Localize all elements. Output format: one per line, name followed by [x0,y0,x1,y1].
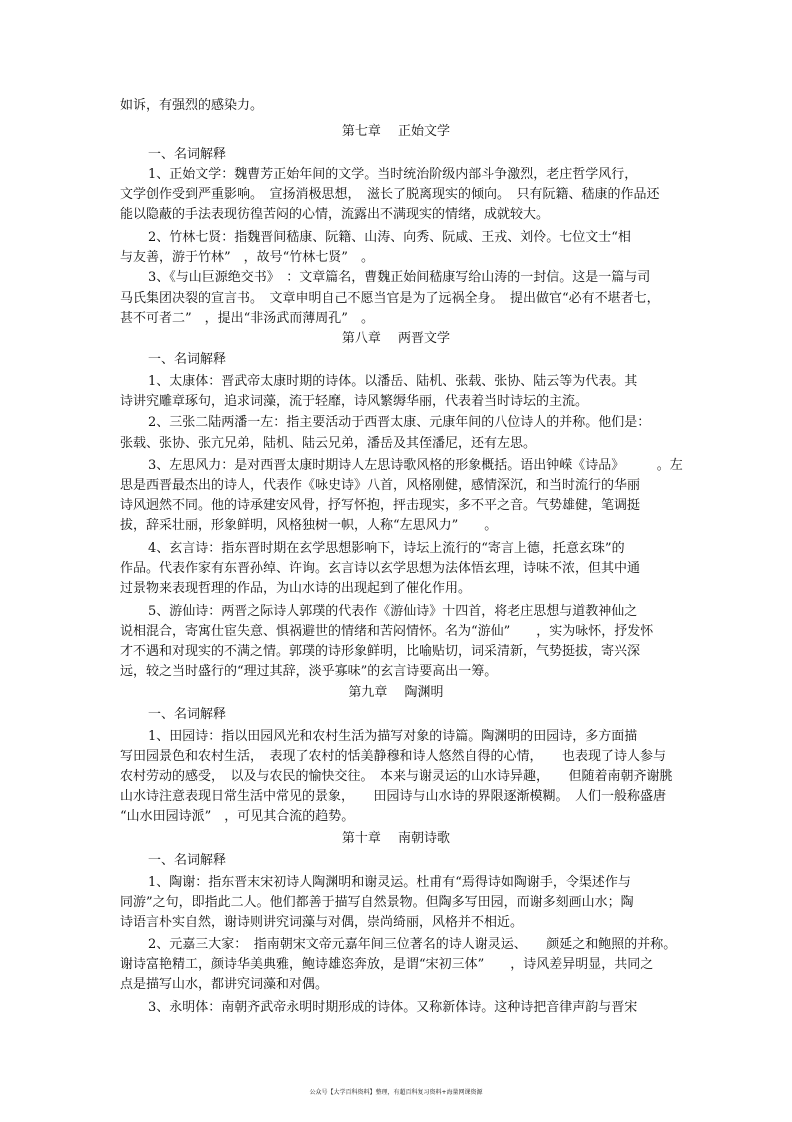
text-line: 拔，辞采壮丽，形象鲜明，风格独树一帜，人称“左思风力” 。 [120,518,498,533]
text-line: 谢诗富艳精工，颜诗华美典雅，鲍诗雄恣奔放，是谓“宋初三体” ，诗风差异明显，共同之 [120,957,654,972]
text-line: 远，较之当时盛行的“理过其辞，淡乎寡味”的玄言诗要高出一筹。 [120,664,498,679]
section-heading: 一、名词解释 [148,853,227,868]
text-line: 张载、张协、张亢兄弟，陆机、陆云兄弟，潘岳及其侄潘尼，还有左思。 [120,436,537,451]
text-line: 4、玄言诗：指东晋时期在玄学思想影响下，诗坛上流行的“寄言上德，托意玄珠”的 [148,541,625,556]
text-line: 农村劳动的感受， 以及与农民的愉快交往。 本来与谢灵运的山水诗异趣， 但随着南朝齐谢朓 [120,769,673,784]
text-line: 1、正始文学：魏曹芳正始年间的文学。当时统治阶级内部斗争激烈，老庄哲学风行， [148,167,638,182]
text-line: 写田园景色和农村生活， 表现了农村的恬美静穆和诗人悠然自得的心情， 也表现了诗人参与 [120,749,667,764]
text-line: 文学创作受到严重影响。 宣扬消极思想， 滋长了脱离现实的倾向。 只有阮籍、嵇康的作品还 [120,187,660,202]
text-line: 3、《与山巨源绝交书》 ：文章篇名，曹魏正始间嵇康写给山涛的一封信。这是一篇与司 [148,270,651,285]
text-line: 3、永明体：南朝齐武帝永明时期形成的诗体。又称新体诗。这种诗把音律声韵与晋宋 [148,1000,638,1015]
text-line: 2、三张二陆两潘一左：指主要活动于西晋太康、元康年间的八位诗人的并称。他们是： [148,415,651,430]
text-line: 山水诗注意表现日常生活中常见的景象， 田园诗与山水诗的界限逐渐模糊。 人们一般称盛唐 [120,789,667,804]
text-line: “山水田园诗派” ，可见其合流的趋势。 [120,809,355,824]
text-line: 思是西晋最杰出的诗人，代表作《咏史诗》八首，风格刚健，感情深沉，和当时流行的华丽 [120,478,641,493]
text-line: 诗风迥然不同。他的诗承建安风骨，抒写怀抱，抨击现实，多不平之音。气势雄健，笔调挺 [120,498,641,513]
text-line: 5、游仙诗：两晋之际诗人郭璞的代表作《游仙诗》十四首，将老庄思想与道教神仙之 [148,604,638,619]
chapter-heading: 第十章 南朝诗歌 [341,831,451,846]
section-heading: 一、名词解释 [148,707,227,722]
section-heading: 一、名词解释 [148,147,227,162]
text-line: 过景物来表现哲理的作品，为山水诗的出现起到了催化作用。 [120,581,472,596]
text-line: 3、左思风力：是对西晋太康时期诗人左思诗歌风格的形象概括。语出钟嵘《诗品》 。左 [148,458,683,473]
text-line: 能以隐蔽的手法表现彷徨苦闷的心情，流露出不满现实的情绪，成就较大。 [120,207,550,222]
chapter-heading: 第九章 陶渊明 [348,685,444,700]
footer-note: 公众号【大学百科资料】整理，有超百科复习资料+海量网课资源 [309,1089,483,1096]
text-line: 作品。代表作家有东晋孙绰、许询。玄言诗以玄学思想为法体悟玄理，诗味不浓，但其中通 [120,561,641,576]
chapter-heading: 第八章 两晋文学 [341,331,451,346]
chapter-heading: 第七章 正始文学 [341,124,451,139]
text-line: 才不遇和对现实的不满之情。郭璞的诗形象鲜明，比喻贴切，词采清新，气势挺拔，寄兴深 [120,644,641,659]
text-line: 说相混合，寄寓仕宦失意、惧祸避世的情绪和苦闷情怀。名为“游仙” ，实为咏怀，抒发怀 [120,624,654,639]
section-heading: 一、名词解释 [148,352,227,367]
text-line: 与友善，游于竹林” ，故号“竹林七贤” 。 [120,250,374,265]
text-line: 2、元嘉三大家： 指南朝宋文帝元嘉年间三位著名的诗人谢灵运、 颜延之和鲍照的并称。 [148,937,677,952]
text-line: 1、陶谢：指东晋末宋初诗人陶渊明和谢灵运。杜甫有“焉得诗如陶谢手，令渠述作与 [148,875,631,890]
text-line: 1、太康体：晋武帝太康时期的诗体。以潘岳、陆机、张载、张协、陆云等为代表。其 [148,374,638,389]
text-line: 点是描写山水，都讲究词藻和对偶。 [120,977,329,992]
text-line: 诗讲究雕章琢句，追求词藻，流于轻靡，诗风繁缛华丽，代表着当时诗坛的主流。 [120,394,589,409]
text-line: 诗语言朴实自然，谢诗则讲究词藻与对偶，崇尚绮丽，风格并不相近。 [120,915,524,930]
text-line: 如诉，有强烈的感染力。 [120,98,264,113]
text-line: 1、田园诗：指以田园风光和农村生活为描写对象的诗篇。陶渊明的田园诗，多方面描 [148,729,638,744]
text-line: 马氏集团决裂的宣言书。 文章申明自己不愿当官是为了远祸全身。 提出做官“必有不堪者七， [120,291,660,306]
text-line: 甚不可者二” ，提出“非汤武而薄周孔” 。 [120,311,374,326]
text-line: 2、竹林七贤：指魏晋间嵇康、阮籍、山涛、向秀、阮咸、王戎、刘伶。七位文士“相 [148,230,631,245]
text-line: 同游”之句，即指此二人。他们都善于描写自然景物。但陶多写田园，而谢多刻画山水；陶 [120,895,634,910]
